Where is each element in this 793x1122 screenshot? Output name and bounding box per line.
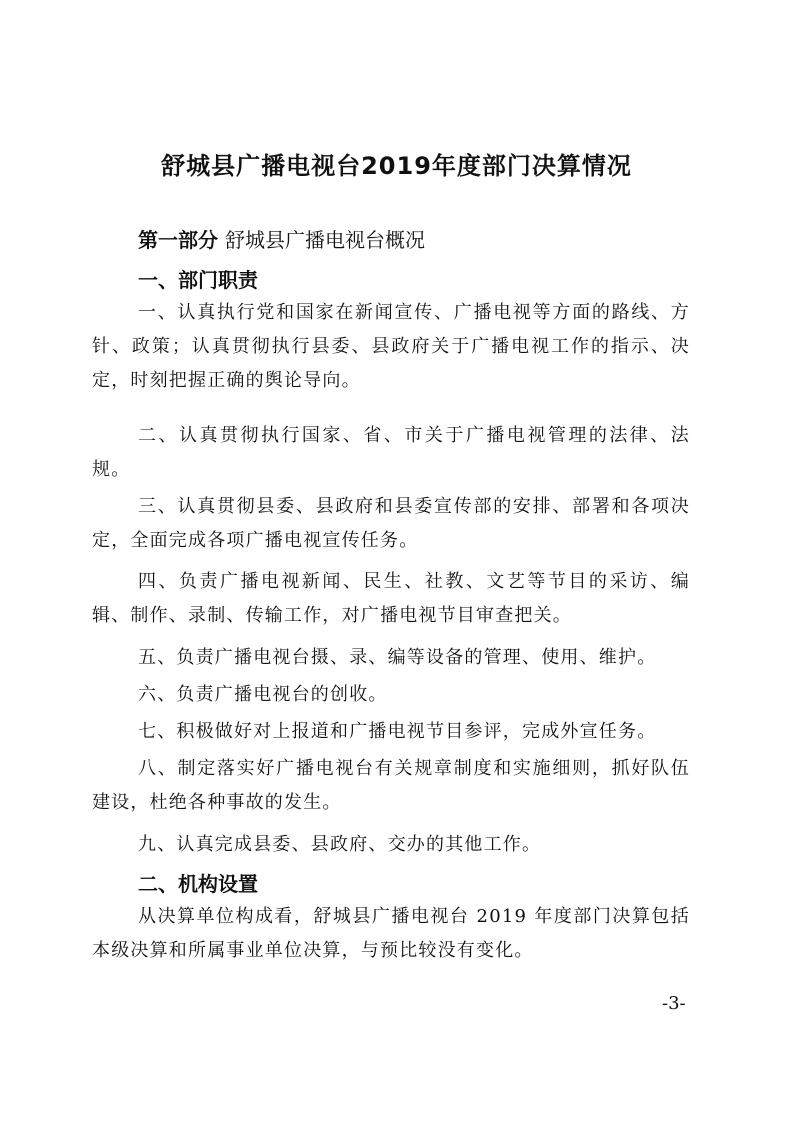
part-heading bbox=[138, 224, 425, 253]
section-heading-structure: 二、机构设置 bbox=[138, 872, 258, 896]
duty-paragraph-2: 二、认真贯彻执行国家、省、市关于广播电视管理的法律、法规。 bbox=[92, 425, 690, 480]
duty-paragraph-5: 五、负责广播电视台摄、录、编等设备的管理、使用、维护。 bbox=[138, 647, 657, 668]
part-label: 第一部分 bbox=[138, 228, 218, 252]
duty-paragraph-7: 七、积极做好对上报道和广播电视节目参评，完成外宣任务。 bbox=[138, 721, 657, 742]
section-heading-duties: 一、部门职责 bbox=[138, 268, 258, 292]
duty-paragraph-3: 三、认真贯彻县委、县政府和县委宣传部的安排、部署和各项决定，全面完成各项广播电视宣传任务。 bbox=[92, 496, 690, 551]
page-title: 舒城县广播电视台2019年度部门决算情况 bbox=[161, 152, 632, 180]
duty-paragraph-9: 九、认真完成县委、县政府、交办的其他工作。 bbox=[138, 834, 542, 855]
duty-paragraph-8: 八、制定落实好广播电视台有关规章制度和实施细则，抓好队伍建设，杜绝各种事故的发生。 bbox=[92, 758, 690, 813]
part-name: 舒城县广播电视台概况 bbox=[224, 228, 425, 252]
duty-paragraph-6: 六、负责广播电视台的创收。 bbox=[138, 684, 388, 705]
structure-paragraph: 从决算单位构成看，舒城县广播电视台 2019 年度部门决算包括本级决算和所属事业单位决算，与预比较没有变化。 bbox=[92, 906, 690, 961]
duty-paragraph-1: 一、认真执行党和国家在新闻宣传、广播电视等方面的路线、方针、政策；认真贯彻执行县委、县政府关于广播电视工作的指示、决定，时刻把握正确的舆论导向。 bbox=[92, 302, 690, 391]
duty-paragraph-4: 四、负责广播电视新闻、民生、社教、文艺等节目的采访、编辑、制作、录制、传输工作，对广播电视节目审查把关。 bbox=[92, 571, 690, 626]
page-number: -3- bbox=[662, 993, 686, 1014]
